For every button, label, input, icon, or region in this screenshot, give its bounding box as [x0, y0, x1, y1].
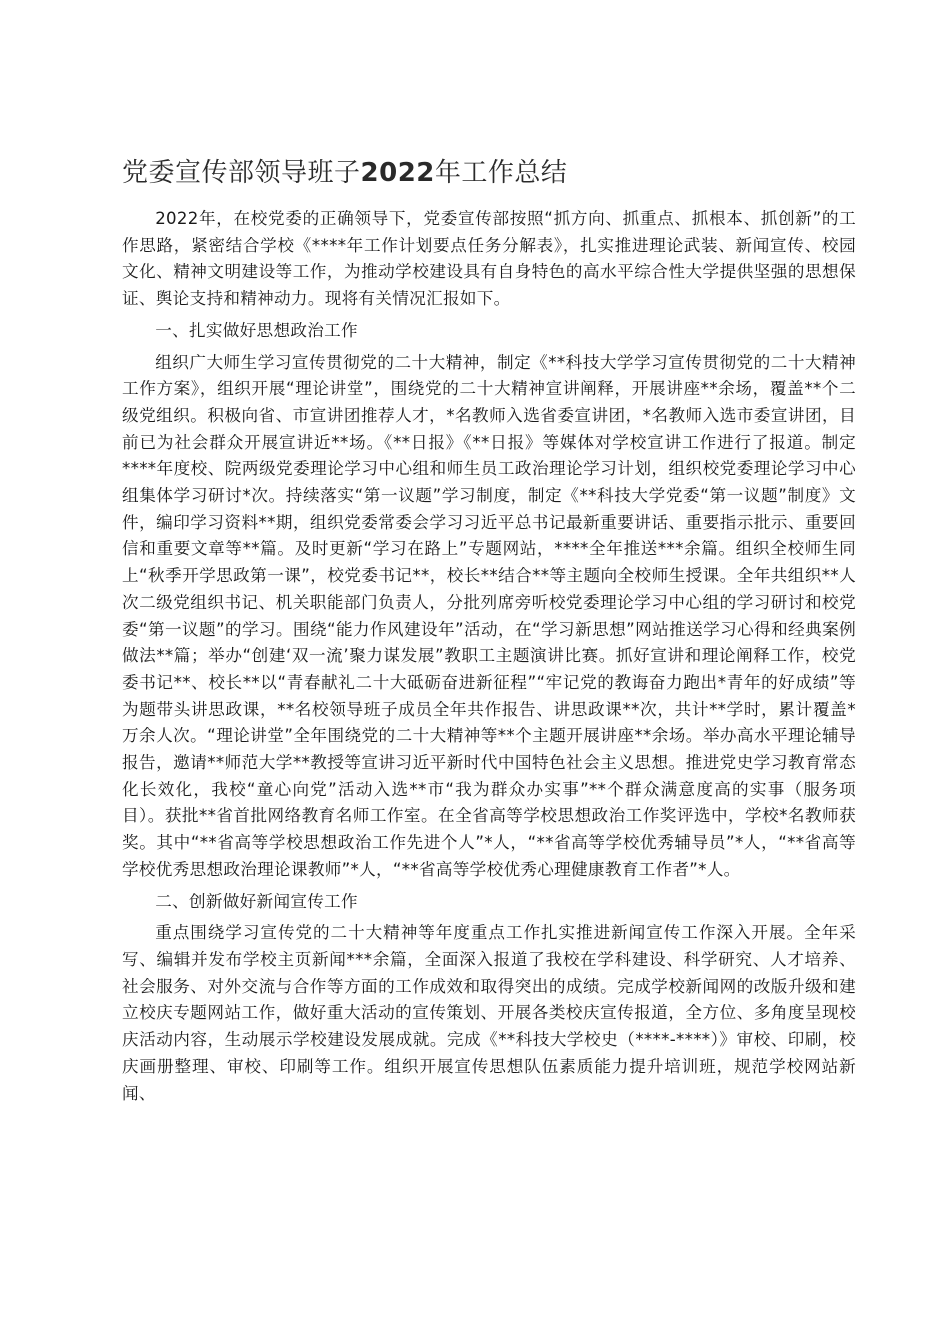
title-prefix: 党委宣传部领导班子: [122, 158, 361, 188]
intro-paragraph: 2022年，在校党委的正确领导下，党委宣传部按照“抓方向、抓重点、抓根本、抓创新”的工作思路，紧密结合学校《****年工作计划要点任务分解表》，扎实推进理论武装、新闻宣传、校园文化、精神文明建设等工作，为推动学校建设具有自身特色的高水平综合性大学提供坚强的思想保证、舆论支持和精神动力。现将有关情况汇报如下。: [122, 209, 856, 309]
document-body: [122, 206, 856, 1107]
section-body-2: 重点围绕学习宣传党的二十大精神等年度重点工作扎实推进新闻宣传工作深入开展。全年采写、编辑并发布学校主页新闻***余篇，全面深入报道了我校在学科建设、科学研究、人才培养、社会服务、对外交流与合作等方面的工作成效和取得突出的成绩。完成学校新闻网的改版升级和建立校庆专题网站工作，做好重大活动的宣传策划、开展各类校庆宣传报道，全方位、多角度呈现校庆活动内容，生动展示学校建设发展成就。完成《**科技大学校史（****-****）》审校、印刷，校庆画册整理、审校、印刷等工作。组织开展宣传思想队伍素质能力提升培训班，规范学校网站新闻、: [122, 923, 856, 1103]
section-heading-2: 二、创新做好新闻宣传工作: [155, 891, 358, 911]
document-title: [122, 152, 842, 194]
section-body-1: 组织广大师生学习宣传贯彻党的二十大精神，制定《**科技大学学习宣传贯彻党的二十大精神工作方案》，组织开展“理论讲堂”，围绕党的二十大精神宣讲阐释，开展讲座**余场，覆盖**个二级党组织。积极向省、市宣讲团推荐人才，*名教师入选省委宣讲团，*名教师入选市委宣讲团，目前已为社会群众开展宣讲近**场。《**日报》《**日报》等媒体对学校宣讲工作进行了报道。制定****年度校、院两级党委理论学习中心组和师生员工政治理论学习计划，组织校党委理论学习中心组集体学习研讨*次。持续落实“第一议题”学习制度，制定《**科技大学党委“第一议题”制度》文件，编印学习资料**期，组织党委常委会学习习近平总书记最新重要讲话、重要指示批示、重要回信和重要文章等**篇。及时更新“学习在路上”专题网站，****全年推送***余篇。组织全校师生同上“秋季开学思政第一课”，校党委书记**，校长**结合**等主题向全校师生授课。全年共组织**人次二级党组织书记、机关职能部门负责人，分批列席旁听校党委理论学习中心组的学习研讨和校党委“第一议题”的学习。围绕“能力作风建设年”活动，在“学习新思想”网站推送学习心得和经典案例做法**篇；举办“创建‘双一流’聚力谋发展”教职工主题演讲比赛。抓好宣讲和理论阐释工作，校党委书记**、校长**以“青春献礼二十大砥砺奋进新征程”“牢记党的教诲奋力跑出*青年的好成绩”等为题带头讲思政课，**名校领导班子成员全年共作报告、讲思政课**次，共计**学时，累计覆盖*万余人次。“理论讲堂”全年围绕党的二十大精神等**个主题开展讲座**余场。举办高水平理论辅导报告，邀请**师范大学**教授等宣讲习近平新时代中国特色社会主义思想。推进党史学习教育常态化长效化，我校“童心向党”活动入选**市“我为群众办实事”**个群众满意度高的实事（服务项目）。获批**省首批网络教育名师工作室。在全省高等学校思想政治工作奖评选中，学校*名教师获奖。其中“**省高等学校思想政治工作先进个人”*人，“**省高等学校优秀辅导员”*人，“**省高等学校优秀思想政治理论课教师”*人，“**省高等学校优秀心理健康教育工作者”*人。: [122, 352, 856, 879]
section-heading-1: 一、扎实做好思想政治工作: [155, 320, 358, 340]
title-suffix: 年工作总结: [434, 158, 568, 188]
title-year: 2022: [360, 158, 435, 188]
